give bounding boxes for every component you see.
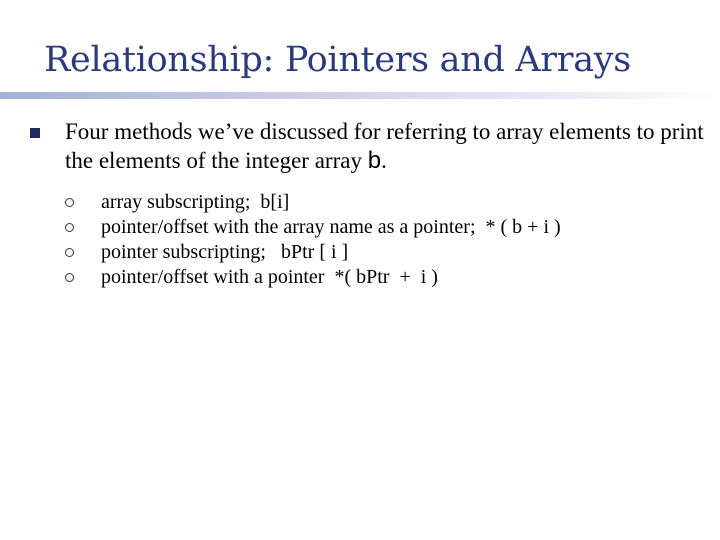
sub-bullet-list xyxy=(65,190,705,290)
circle-bullet-icon xyxy=(65,223,74,232)
list-item-text: pointer/offset with the array name as a pointer; * ( b + i ) xyxy=(101,216,561,238)
circle-bullet-icon xyxy=(65,198,74,207)
list-item-text: pointer subscripting; bPtr [ i ] xyxy=(101,241,349,263)
list-item-text: array subscripting; b[i] xyxy=(101,191,290,213)
circle-bullet-icon xyxy=(65,273,74,282)
main-bullet-text xyxy=(65,117,705,175)
list-item xyxy=(65,215,705,240)
circle-bullet-icon xyxy=(65,248,74,257)
main-bullet-end: . xyxy=(381,148,387,173)
title-underline xyxy=(0,92,720,99)
square-bullet-icon xyxy=(30,128,40,138)
list-item-text: pointer/offset with a pointer *( bPtr + i ) xyxy=(101,266,438,288)
slide-title: Relationship: Pointers and Arrays xyxy=(44,40,631,80)
list-item xyxy=(65,240,705,265)
list-item xyxy=(65,190,705,215)
list-item xyxy=(65,265,705,290)
array-name-emphasis: b xyxy=(367,147,382,174)
main-bullet-body: Four methods we’ve discussed for referring to array elements to print the elements of the integer array xyxy=(65,119,704,173)
